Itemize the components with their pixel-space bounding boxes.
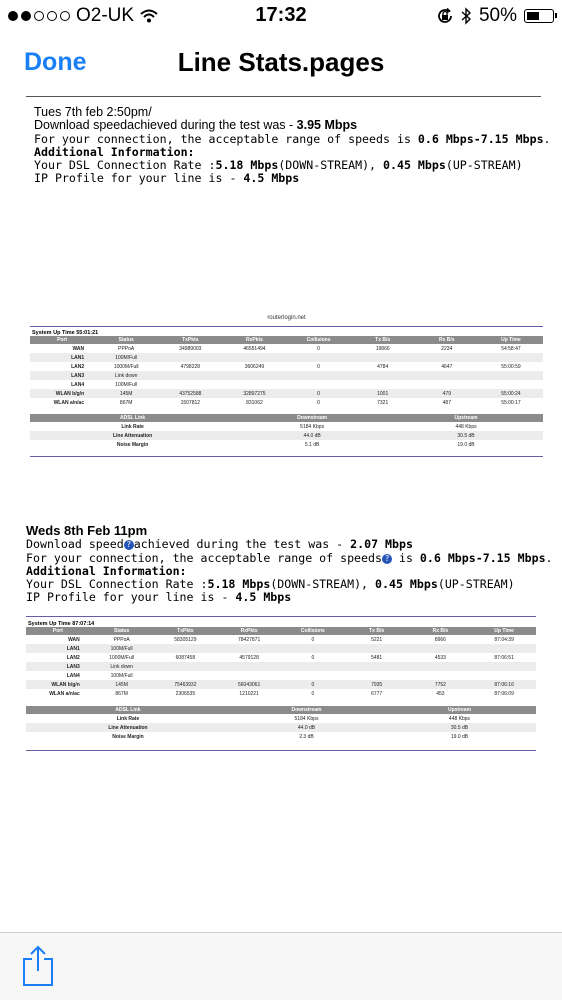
table-cell: LAN3 xyxy=(30,371,94,380)
column-header: Rx B/s xyxy=(409,627,473,635)
table-cell: 87:06:51 xyxy=(494,654,514,661)
table-cell xyxy=(287,353,351,362)
table-cell: 1000M/Full xyxy=(113,363,139,370)
table-cell: 44.0 dB xyxy=(230,723,383,732)
table-cell xyxy=(158,380,222,389)
acceptable-range-line: For your connection, the acceptable range of speeds ? is 0.6 Mbps-7.15 Mbps. xyxy=(26,550,553,565)
table-row xyxy=(26,644,536,653)
column-header: RxPkts xyxy=(222,336,286,344)
table-cell: 87:06:09 xyxy=(494,690,514,697)
table-cell: Link Rate xyxy=(116,715,140,722)
table-row xyxy=(26,662,536,671)
table-cell: Link down xyxy=(94,371,158,380)
column-header: Status xyxy=(94,336,158,344)
table-cell: 0 xyxy=(317,363,320,370)
table-cell xyxy=(281,662,345,671)
column-header: Downstream xyxy=(230,706,383,714)
table-cell: 8966 xyxy=(434,636,446,643)
table-cell: 4647 xyxy=(441,363,453,370)
table-cell: 32897275 xyxy=(222,389,286,398)
table-cell xyxy=(351,380,415,389)
table-cell: 6087458 xyxy=(175,654,196,661)
table-header-row xyxy=(26,706,536,714)
table-cell: Noise Margin xyxy=(112,733,144,740)
system-uptime: System Up Time 55:01:21 xyxy=(32,330,99,336)
column-header: RxPkts xyxy=(217,627,281,635)
table-cell: Line Attenuation xyxy=(26,723,230,732)
table-cell: 100M/Full xyxy=(94,353,158,362)
table-cell: 479 xyxy=(415,389,479,398)
download-speed-line: Download speedachieved during the test was - 3.95 Mbps xyxy=(34,118,358,133)
column-header: Rx B/s xyxy=(415,336,479,344)
table-cell: 5221 xyxy=(371,636,383,643)
column-header: Port xyxy=(30,336,94,344)
table-row xyxy=(26,635,536,644)
table-cell: 0 xyxy=(311,690,315,697)
column-header: Status xyxy=(90,627,154,635)
table-cell: WLAN a/n/ac xyxy=(49,690,80,697)
column-header: Upstream xyxy=(389,414,543,422)
done-button[interactable]: Done xyxy=(24,48,87,76)
column-header: TxPkts xyxy=(154,627,218,635)
table-row xyxy=(26,680,536,689)
table-cell xyxy=(409,662,473,671)
download-speed-line: Download speed ? achieved during the test was - 2.07 Mbps xyxy=(26,537,413,552)
table-cell: PPPoA xyxy=(118,345,135,352)
table-cell: 75463932 xyxy=(154,680,218,689)
table-cell: 5481 xyxy=(371,654,383,661)
table-cell: 30.5 dB xyxy=(389,431,543,440)
table-cell: 0 xyxy=(281,680,345,689)
column-header: TxPkts xyxy=(158,336,222,344)
table-cell: 78427871 xyxy=(238,636,261,643)
navigation-bar xyxy=(0,32,562,96)
table-cell xyxy=(287,380,351,389)
table-cell: 54:58:47 xyxy=(501,345,521,352)
table-cell: LAN4 xyxy=(71,381,85,388)
table-cell: 7321 xyxy=(377,399,389,406)
column-header: Collisions xyxy=(287,336,351,344)
table-row xyxy=(26,723,536,732)
table-cell: 55:00:59 xyxy=(501,363,521,370)
port-stats-table xyxy=(26,627,536,698)
entry-date: Weds 8th Feb 11pm xyxy=(26,523,148,538)
table-cell: 19.0 dB xyxy=(457,441,475,448)
table-cell: 0 xyxy=(287,389,351,398)
table-cell xyxy=(345,671,409,680)
column-header: Upstream xyxy=(383,706,536,714)
table-cell: LAN2 xyxy=(71,363,85,370)
table-cell: 0 xyxy=(317,345,320,352)
table-cell xyxy=(154,662,218,671)
table-cell xyxy=(217,671,281,680)
table-cell: 100M/Full xyxy=(115,381,138,388)
table-cell: 4579128 xyxy=(239,654,259,661)
table-cell: 4533 xyxy=(434,654,446,661)
table-cell: WAN xyxy=(72,345,85,352)
table-cell xyxy=(281,644,345,653)
column-header: Tx B/s xyxy=(351,336,415,344)
table-row xyxy=(30,398,543,407)
table-cell: 867M xyxy=(119,399,133,406)
table-cell xyxy=(154,671,218,680)
table-cell: 2306535 xyxy=(175,690,196,697)
port-stats-table xyxy=(30,336,543,407)
table-cell: WLAN b/g/n xyxy=(30,389,94,398)
table-cell xyxy=(479,371,543,380)
ip-profile-line: IP Profile for your line is - 4.5 Mbps xyxy=(34,171,300,186)
table-cell: 46551494 xyxy=(243,345,266,352)
table-row xyxy=(30,362,543,371)
table-cell: 145M xyxy=(94,389,158,398)
table-cell: LAN4 xyxy=(66,672,80,679)
table-row xyxy=(26,732,536,741)
table-cell: 5184 Kbps xyxy=(294,715,319,722)
table-cell: 43752588 xyxy=(158,389,222,398)
clock: 17:32 xyxy=(255,4,307,26)
table-cell xyxy=(351,353,415,362)
table-cell: LAN2 xyxy=(66,654,80,661)
table-cell: 56043061 xyxy=(217,680,281,689)
table-cell xyxy=(222,353,286,362)
additional-info-heading: Additional Information: xyxy=(26,563,187,578)
table-cell: 19866 xyxy=(375,345,390,352)
entry-weds xyxy=(26,524,553,605)
table-cell: 87:04:39 xyxy=(494,636,514,643)
table-cell: LAN1 xyxy=(26,644,90,653)
battery-icon xyxy=(524,9,554,23)
table-cell: 55:00:17 xyxy=(501,399,521,406)
table-cell: Line Attenuation xyxy=(30,431,235,440)
table-cell: 5.1 dB xyxy=(304,441,320,448)
table-cell: 1507812 xyxy=(180,399,201,406)
table-cell xyxy=(415,371,479,380)
document-title: Line Stats.pages xyxy=(177,47,385,77)
table-cell: 448 Kbps xyxy=(448,715,471,722)
info-icon[interactable]: ? xyxy=(124,540,134,550)
table-cell: 487 xyxy=(442,399,451,406)
table-cell: 44.0 dB xyxy=(235,431,389,440)
table-cell: 453 xyxy=(436,690,445,697)
table-cell: 87:06:16 xyxy=(472,680,536,689)
table-cell: WLAN b/g/n xyxy=(26,680,90,689)
router-url: routerlogin.net xyxy=(267,315,306,321)
table-cell: 5184 Kbps xyxy=(300,423,325,430)
column-header: ADSL Link xyxy=(26,706,230,714)
adsl-stats-table xyxy=(26,706,536,741)
table-cell: 0 xyxy=(311,654,315,661)
table-row xyxy=(26,714,536,723)
table-cell xyxy=(351,371,415,380)
table-row xyxy=(30,371,543,380)
status-right xyxy=(436,5,554,27)
table-row xyxy=(26,671,536,680)
table-cell: 19.0 dB xyxy=(450,733,469,740)
table-cell: LAN3 xyxy=(26,662,90,671)
acceptable-range-line: For your connection, the acceptable range of speeds is 0.6 Mbps-7.15 Mbps. xyxy=(34,131,551,146)
column-header: Collisions xyxy=(281,627,345,635)
table-cell xyxy=(281,671,345,680)
table-cell xyxy=(472,644,536,653)
column-header: Tx B/s xyxy=(345,627,409,635)
battery-percent: 50% xyxy=(478,5,517,26)
table-cell xyxy=(479,380,543,389)
table-cell: WLAN a/n/ac xyxy=(53,399,85,406)
system-uptime: System Up Time 87:07:14 xyxy=(28,621,95,627)
share-icon[interactable] xyxy=(22,945,54,987)
table-cell xyxy=(222,371,286,380)
table-cell xyxy=(287,371,351,380)
table-cell: Link Rate xyxy=(121,423,144,430)
table-cell xyxy=(217,662,281,671)
column-header: Up Time xyxy=(472,627,536,635)
table-cell: 2234 xyxy=(441,345,453,352)
table-cell: 4784 xyxy=(377,363,389,370)
table-row xyxy=(30,440,543,449)
table-row xyxy=(26,653,536,662)
entry-date: Tues 7th feb 2:50pm/ xyxy=(34,105,152,119)
table-row xyxy=(26,689,536,698)
table-cell: 7752 xyxy=(409,680,473,689)
table-cell: 831062 xyxy=(246,399,263,406)
table-cell: 58305129 xyxy=(174,636,197,643)
column-header: Up Time xyxy=(479,336,543,344)
bottom-toolbar xyxy=(0,932,562,1000)
orientation-lock-icon xyxy=(436,7,454,25)
table-cell: 1210221 xyxy=(239,690,259,697)
table-cell: 1000M/Full xyxy=(109,654,134,661)
table-cell: 2.3 dB xyxy=(299,733,314,740)
table-cell: 145M xyxy=(90,680,154,689)
table-cell xyxy=(479,353,543,362)
table-cell xyxy=(409,644,473,653)
table-cell xyxy=(158,353,222,362)
table-cell xyxy=(472,671,536,680)
table-cell: Link down xyxy=(90,662,154,671)
table-cell: 7935 xyxy=(345,680,409,689)
table-cell: 100M/Full xyxy=(110,672,133,679)
table-cell xyxy=(415,353,479,362)
table-cell: 100M/Full xyxy=(90,644,154,653)
table-cell xyxy=(409,671,473,680)
table-cell: 4798228 xyxy=(180,363,201,370)
status-bar xyxy=(0,0,562,32)
table-cell xyxy=(415,380,479,389)
table-cell: 34989003 xyxy=(179,345,202,352)
table-cell: 30.5 dB xyxy=(383,723,536,732)
table-row xyxy=(30,431,543,440)
adsl-stats-table xyxy=(30,414,543,449)
table-cell xyxy=(222,380,286,389)
table-cell: 3606249 xyxy=(244,363,265,370)
entry-tues xyxy=(34,106,551,186)
column-header: ADSL Link xyxy=(30,414,235,422)
table-cell: 448 Kbps xyxy=(455,423,477,430)
table-header-row xyxy=(30,336,543,344)
dsl-connection-rate-line: Your DSL Connection Rate :5.18 Mbps(DOWN-STREAM), 0.45 Mbps(UP-STREAM) xyxy=(26,577,515,592)
bluetooth-icon xyxy=(461,7,472,25)
table-row xyxy=(30,389,543,398)
table-row xyxy=(30,380,543,389)
table-header-row xyxy=(26,627,536,635)
carrier-name: O2-UK xyxy=(76,5,135,26)
table-cell: Noise Margin xyxy=(116,441,149,448)
ip-profile-line: IP Profile for your line is - 4.5 Mbps xyxy=(26,590,292,605)
table-cell xyxy=(345,662,409,671)
column-header: Downstream xyxy=(235,414,389,422)
table-row xyxy=(30,422,543,431)
table-row xyxy=(30,353,543,362)
table-cell: PPPoA xyxy=(113,636,130,643)
column-header: Port xyxy=(26,627,90,635)
table-cell xyxy=(345,644,409,653)
table-cell: WAN xyxy=(68,636,80,643)
table-cell xyxy=(154,644,218,653)
additional-info-heading: Additional Information: xyxy=(34,144,195,159)
info-icon[interactable]: ? xyxy=(382,554,392,564)
router-stats-screenshot-1 xyxy=(30,315,543,457)
table-cell: 867M xyxy=(115,690,128,697)
table-cell xyxy=(158,371,222,380)
page-top-divider xyxy=(26,96,541,97)
table-cell: 55:00:24 xyxy=(479,389,543,398)
table-cell: 0 xyxy=(317,399,320,406)
dsl-connection-rate-line: Your DSL Connection Rate :5.18 Mbps(DOWN-STREAM), 0.45 Mbps(UP-STREAM) xyxy=(34,158,523,173)
table-row xyxy=(30,344,543,353)
table-cell xyxy=(217,644,281,653)
table-cell: 0 xyxy=(311,636,315,643)
table-cell: 1001 xyxy=(351,389,415,398)
table-cell: 6777 xyxy=(371,690,383,697)
router-stats-screenshot-2 xyxy=(26,616,536,751)
table-cell xyxy=(472,662,536,671)
table-cell: LAN1 xyxy=(30,353,94,362)
table-header-row xyxy=(30,414,543,422)
